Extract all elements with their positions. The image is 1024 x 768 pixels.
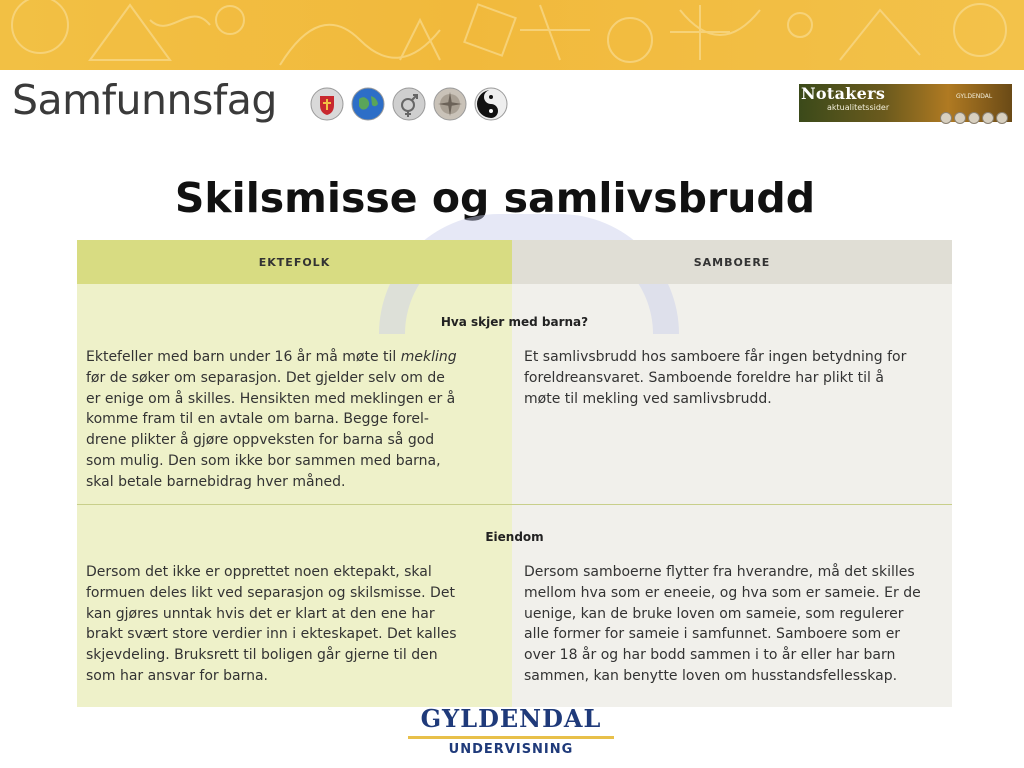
- text-line: brakt svært store verdier inn i ekteskapet. Det kalles: [86, 626, 457, 643]
- notakers-tagline: aktualitetssider: [827, 103, 890, 112]
- text-line: som mulig. Den som ikke bor sammen med barna,: [86, 452, 441, 469]
- text-line: foreldreansvaret. Samboende foreldre har plikt til å: [524, 369, 884, 386]
- gyldendal-logo: [404, 704, 618, 764]
- notakers-logo: [799, 84, 1012, 126]
- text-line: Ektefeller med barn under 16 år må møte til mekling: [86, 349, 457, 365]
- compass-icon: [433, 87, 467, 121]
- brand-title: Samfunnsfag: [12, 76, 277, 124]
- text-line: drene plikter å gjøre oppveksten for barna så god: [86, 432, 435, 449]
- text-line: Dersom samboerne flytter fra hverandre, må det skilles: [524, 564, 915, 580]
- text-line: skal betale barnebidrag hver måned.: [86, 473, 346, 490]
- notakers-name: Notakers: [801, 84, 886, 103]
- publisher-name: GYLDENDAL: [420, 704, 602, 733]
- yin-yang-icon: [474, 87, 508, 121]
- text-line: uenige, kan de bruke loven om sameie, som regulerer: [524, 605, 904, 622]
- text-line: før de søker om separasjon. Det gjelder selv om de: [86, 369, 445, 386]
- section-divider: [77, 504, 952, 505]
- text-line: sammen, kan benytte loven om husstandsfellesskap.: [524, 667, 898, 684]
- mini-coat-of-arms-icon: [940, 112, 952, 124]
- page-title: Skilsmisse og samlivsbrudd: [174, 174, 816, 222]
- cell-samboere-children: [524, 347, 948, 409]
- text-line: skjevdeling. Bruksrett til boligen går gjerne til den: [86, 647, 438, 664]
- text-line: Et samlivsbrudd hos samboere får ingen betydning for: [524, 349, 907, 365]
- emphasis-term: mekling: [400, 349, 457, 365]
- text-line: som har ansvar for barna.: [86, 667, 268, 684]
- section-heading-children: Hva skjer med barna?: [440, 315, 589, 329]
- notakers-publisher: GYLDENDAL: [956, 93, 993, 100]
- cell-ektefolk-property: [86, 562, 506, 687]
- coat-of-arms-icon: [310, 87, 344, 121]
- text-line: formuen deles likt ved separasjon og skilsmisse. Det: [86, 584, 455, 601]
- text-line: Dersom det ikke er opprettet noen ektepakt, skal: [86, 564, 432, 580]
- notakers-icons: [940, 112, 1008, 124]
- subject-icons: [310, 87, 508, 121]
- cell-samboere-property: [524, 562, 948, 687]
- globe-icon: [351, 87, 385, 121]
- text-line: er enige om å skilles. Hensikten med meklingen er å: [86, 390, 456, 407]
- column-header-samboere: SAMBOERE: [512, 240, 952, 284]
- text-line: alle former for sameie i samfunnet. Samboere som er: [524, 626, 901, 643]
- text-line: kan gjøres unntak hvis det er klart at den ene har: [86, 605, 435, 622]
- text-line: over 18 år og har bodd sammen i to år eller har barn: [524, 647, 896, 664]
- cell-ektefolk-children: [86, 347, 506, 493]
- decorative-banner: [0, 0, 1024, 70]
- banner-doodles: [0, 0, 1024, 70]
- mini-yin-yang-icon: [996, 112, 1008, 124]
- comparison-table: [77, 240, 952, 707]
- column-header-ektefolk: EKTEFOLK: [77, 240, 512, 284]
- mini-gender-symbol-icon: [968, 112, 980, 124]
- text-line: møte til mekling ved samlivsbrudd.: [524, 390, 772, 407]
- text-line: mellom hva som er eneeie, og hva som er sameie. Er de: [524, 584, 921, 601]
- gender-symbol-icon: [392, 87, 426, 121]
- logo-rule: [408, 736, 614, 739]
- mini-globe-icon: [954, 112, 966, 124]
- publisher-division: UNDERVISNING: [448, 742, 574, 757]
- section-heading-property: Eiendom: [485, 530, 544, 544]
- text-line: komme fram til en avtale om barna. Begge forel-: [86, 411, 429, 428]
- mini-compass-icon: [982, 112, 994, 124]
